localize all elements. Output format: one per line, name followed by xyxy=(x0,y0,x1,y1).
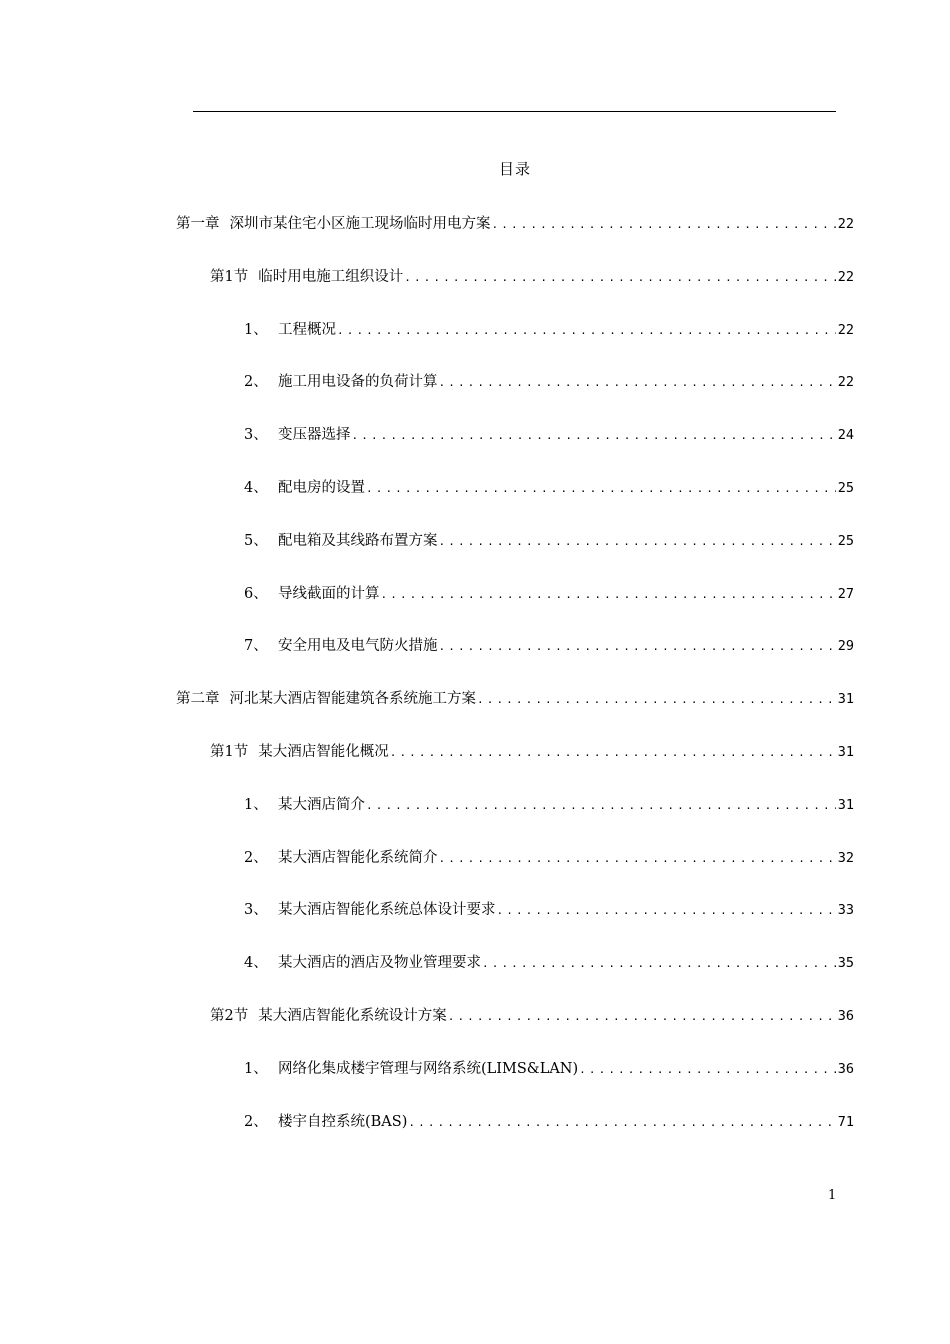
toc-entry[interactable] xyxy=(210,265,854,289)
toc-entry-title: 施工用电设备的负荷计算 xyxy=(278,374,438,391)
toc-entry-title: 工程概况 xyxy=(278,321,336,338)
toc-entry-number: 第1节 xyxy=(210,744,249,760)
toc-dot-leader xyxy=(491,213,837,237)
toc-entry-title: 某大酒店简介 xyxy=(278,796,365,813)
toc-entry[interactable] xyxy=(244,1057,854,1081)
toc-entry-number: 3、 xyxy=(244,902,268,919)
toc-entry-page: 27 xyxy=(837,585,854,602)
toc-dot-leader xyxy=(351,424,837,448)
toc-entry-title: 安全用电及电气防火措施 xyxy=(278,638,438,655)
toc-entry-page: 31 xyxy=(837,744,854,760)
toc-entry[interactable] xyxy=(244,476,854,500)
toc-entry-number: 4、 xyxy=(244,480,268,496)
toc-entry-title: 网络化集成楼宇管理与网络系统(LIMS&LAN) xyxy=(278,1060,579,1077)
toc-entry-page: 35 xyxy=(837,955,854,972)
toc-entry-page: 22 xyxy=(837,268,854,285)
toc-dot-leader xyxy=(365,794,836,818)
toc-entry[interactable] xyxy=(244,793,854,817)
toc-entry-number: 1、 xyxy=(244,796,268,813)
toc-entry-number: 第二章 xyxy=(176,691,220,708)
toc-dot-leader xyxy=(476,688,836,712)
toc-entry-title: 某大酒店的酒店及物业管理要求 xyxy=(278,955,481,972)
toc-entry-number: 1、 xyxy=(244,1060,268,1077)
toc-dot-leader xyxy=(447,1005,836,1029)
toc-entry[interactable] xyxy=(210,1004,854,1028)
toc-entry-title: 楼宇自控系统(BAS) xyxy=(278,1113,408,1130)
toc-entry-page: 36 xyxy=(837,1060,854,1077)
toc-dot-leader xyxy=(365,477,836,501)
toc-entry[interactable] xyxy=(244,529,854,553)
toc-dot-leader xyxy=(496,899,837,923)
toc-entry-number: 5、 xyxy=(244,532,268,549)
toc-dot-leader xyxy=(481,952,836,976)
toc-entry[interactable] xyxy=(176,687,854,711)
toc-entry-page: 32 xyxy=(837,849,854,866)
toc-entry-title: 深圳市某住宅小区施工现场临时用电方案 xyxy=(229,216,491,232)
toc-entry-page: 33 xyxy=(837,902,854,919)
toc-entry-page: 29 xyxy=(837,638,854,655)
toc-entry-number: 第2节 xyxy=(210,1008,249,1024)
toc-entry-page: 22 xyxy=(837,321,854,338)
toc-entry-title: 临时用电施工组织设计 xyxy=(258,268,404,285)
toc-entry-page: 22 xyxy=(837,374,854,391)
toc-entry-number: 7、 xyxy=(244,638,268,655)
toc-dot-leader xyxy=(407,1111,836,1135)
toc-entry-title: 某大酒店智能化概况 xyxy=(258,744,389,760)
toc-entry-page: 71 xyxy=(837,1113,854,1130)
toc-entry[interactable] xyxy=(244,318,854,342)
toc-entry-title: 导线截面的计算 xyxy=(278,585,380,602)
toc-entry-number: 2、 xyxy=(244,1113,268,1130)
toc-entry-page: 31 xyxy=(837,691,854,708)
toc-entry-title: 配电箱及其线路布置方案 xyxy=(278,532,438,549)
toc-entry-number: 4、 xyxy=(244,955,268,972)
toc-entry-page: 25 xyxy=(837,532,854,549)
toc-entry-page: 31 xyxy=(837,796,854,813)
toc-entry-title: 变压器选择 xyxy=(278,427,351,444)
toc-entry-number: 第一章 xyxy=(176,216,220,232)
toc-entry[interactable] xyxy=(244,634,854,658)
toc-entry-title: 某大酒店智能化系统总体设计要求 xyxy=(278,902,496,919)
toc-entry-number: 2、 xyxy=(244,849,268,866)
toc-entry[interactable] xyxy=(244,846,854,870)
toc-entry[interactable] xyxy=(244,1110,854,1134)
toc-entry[interactable] xyxy=(210,740,854,764)
toc-dot-leader xyxy=(438,530,837,554)
toc-entry-number: 6、 xyxy=(244,585,268,602)
toc-entry[interactable] xyxy=(244,582,854,606)
toc-dot-leader xyxy=(403,266,836,290)
toc-entry-number: 1、 xyxy=(244,321,268,338)
toc-entry-title: 某大酒店智能化系统设计方案 xyxy=(258,1008,447,1024)
toc-entry[interactable] xyxy=(176,212,854,236)
toc-entry-page: 24 xyxy=(837,427,854,444)
toc-dot-leader xyxy=(438,635,837,659)
toc-dot-leader xyxy=(438,371,837,395)
toc-dot-leader xyxy=(336,319,836,343)
page-number: 1 xyxy=(828,1188,837,1203)
toc-entry-page: 25 xyxy=(837,480,854,496)
header-rule xyxy=(193,111,836,112)
toc-entry[interactable] xyxy=(244,423,854,447)
toc-entry[interactable] xyxy=(244,370,854,394)
toc-entry-title: 某大酒店智能化系统简介 xyxy=(278,849,438,866)
toc-entry[interactable] xyxy=(244,951,854,975)
toc-dot-leader xyxy=(578,1058,836,1082)
toc-entry-number: 第1节 xyxy=(210,268,249,285)
toc-dot-leader xyxy=(380,583,837,607)
toc-entry-page: 22 xyxy=(837,216,854,232)
toc-dot-leader xyxy=(438,847,837,871)
toc-entry[interactable] xyxy=(244,898,854,922)
toc-entry-number: 2、 xyxy=(244,374,268,391)
toc-entry-page: 36 xyxy=(837,1008,854,1024)
toc-dot-leader xyxy=(389,741,836,765)
toc-entry-number: 3、 xyxy=(244,427,268,444)
toc-title: 目录 xyxy=(498,160,531,178)
toc-entry-title: 河北某大酒店智能建筑各系统施工方案 xyxy=(229,691,476,708)
toc-entry-title: 配电房的设置 xyxy=(278,480,365,496)
